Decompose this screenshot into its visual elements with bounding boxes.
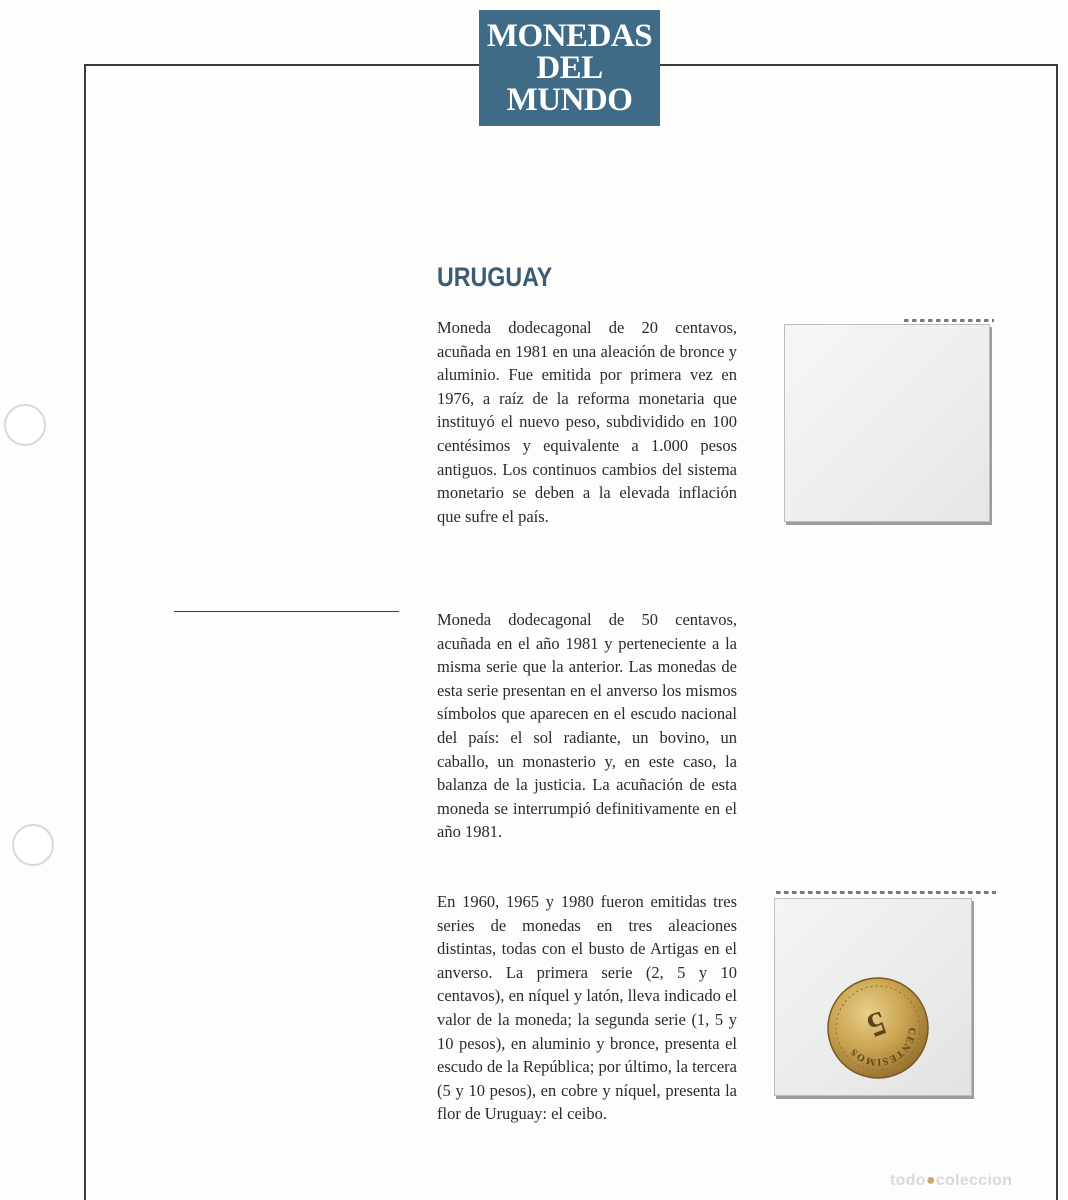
coin-series-description: En 1960, 1965 y 1980 fueron emitidas tres series de monedas en tres aleaciones distintas, todas con el busto de Artigas en el anverso. La primera serie (2, 5 y 10 centavos), en níquel y latón, lleva indicado el valor de la moneda; la segunda serie (1, 5 y 10 pesos), en aluminio y bronce, presenta el escudo de la República; por último, la tercera (5 y 10 pesos), en cobre y níquel, presenta la flor de Uruguay: el ceibo. [437,892,737,1124]
logo-line-3: MUNDO [506,82,633,118]
page-border-left [84,64,86,1200]
coin-legend: CENTESIMOS [848,1027,918,1068]
watermark-prefix: todo [890,1172,926,1189]
country-title: URUGUAY [437,262,553,292]
binder-hole-top [4,404,46,446]
section-divider [174,611,399,612]
pocket-perforation-bottom [776,891,996,894]
watermark-dot-icon: ● [925,1172,936,1189]
watermark-suffix: coleccion [935,1172,1013,1189]
coin-description-20-centavos: Moneda dodecagonal de 20 centavos, acuñada en 1981 en una aleación de bronce y aluminio. Fue emitida por primera vez en 1976, a raíz de la reforma monetaria que instituyó el nuevo peso, subdividido en 100 centésimos y equivalente a 1.000 pesos antiguos. Los continuos cambios del sistema monetario se deben a la elevada inflación que sufre el país. [437,318,737,526]
coin-description-50-centavos: Moneda dodecagonal de 50 centavos, acuñada en el año 1981 y perteneciente a la misma serie que la anterior. Las monedas de esta serie presentan en el anverso los mismos símbolos que aparecen en el escudo nacional del país: el sol radiante, un bovino, un caballo, un monasterio y, en este caso, la balanza de la justicia. La acuñación de esta moneda se interrumpió definitivamente en el año 1981. [437,610,737,842]
binder-hole-bottom [12,824,54,866]
page-border-right [1056,64,1058,1200]
coin-value: 5 [862,1003,891,1045]
coin-5-centesimos-image [827,977,929,1079]
empty-coin-pocket [784,324,990,522]
logo-line-2: DEL [536,50,603,86]
source-watermark [890,1172,1012,1190]
monedas-del-mundo-logo [479,10,660,126]
pocket-perforation-top [904,319,994,322]
logo-line-1: MONEDAS [486,18,653,54]
